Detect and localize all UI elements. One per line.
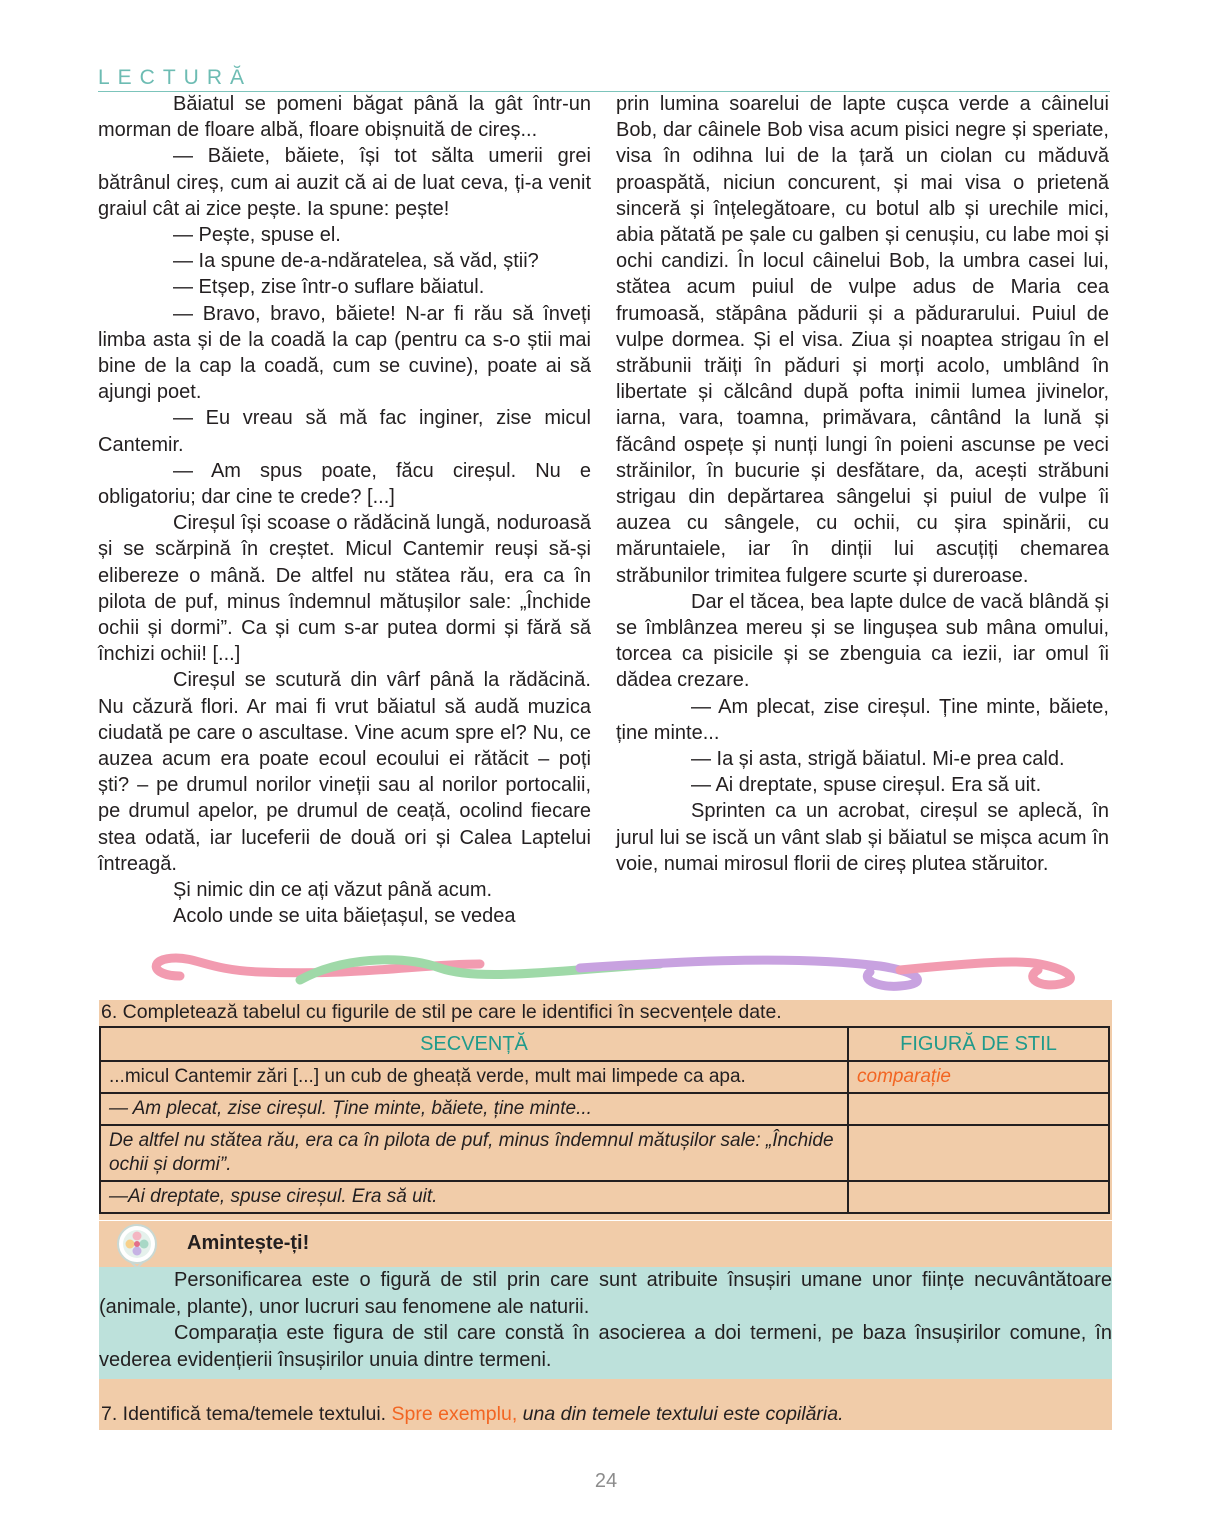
page-header xyxy=(98,64,1110,92)
paragraph: Sprinten ca un acrobat, cireșul se aplecă, în jurul lui se iscă un vânt slab și băiatul se mișca acum în voie, numai mirosul florii de cireș plutea stăruitor. xyxy=(616,800,1109,875)
section-title: LECTURĂ xyxy=(98,66,253,89)
figure-answer-cell[interactable] xyxy=(848,1093,1109,1125)
remember-definitions xyxy=(99,1267,1112,1379)
definition-personification: Personificarea este o figură de stil prin care sunt atribuite însușiri umane unor ființe necuvântătoare (animale, plante), unor lucruri sau fenomene ale naturii. xyxy=(99,1269,1112,1318)
exercise-7-line xyxy=(101,1403,844,1426)
figure-answer-cell[interactable] xyxy=(848,1125,1109,1181)
paragraph: — Ia spune de-a-ndăratelea, să văd, știi? xyxy=(173,250,539,273)
table-row xyxy=(100,1093,1109,1125)
flower-badge-icon xyxy=(115,1222,159,1270)
exercise-7 xyxy=(99,1379,1112,1430)
paragraph: Dar el tăcea, bea lapte dulce de vacă blândă și se îmblânzea mereu și se lingușea sub mâna omului, torcea ca pisicile și se zbenguia ca iezii, iar omul îi dădea crezare. xyxy=(616,590,1109,692)
example-label: Spre exemplu, xyxy=(391,1403,518,1425)
sequence-cell: —Ai dreptate, spuse cireșul. Era să uit. xyxy=(100,1181,848,1213)
remember-title: Amintește-ți! xyxy=(187,1232,310,1254)
table-header-row xyxy=(100,1027,1109,1061)
sequence-cell: ...micul Cantemir zări [...] un cub de gheață verde, mult mai limpede ca apa. xyxy=(100,1061,848,1093)
paragraph: — Pește, spuse el. xyxy=(173,224,341,247)
right-column xyxy=(616,91,1109,877)
paragraph: — Bravo, bravo, băiete! N-ar fi rău să înveți limba asta și de la coadă la cap (pentru ca s-o știi mai bine de la cap la coadă, cum se cuvine), poate ai să ajungi poet. xyxy=(98,302,591,404)
table-row xyxy=(100,1181,1109,1213)
paragraph: Cireșul își scoase o rădăcină lungă, noduroasă și se scărpină în creștet. Micul Cantemir reuși să-și elibereze o mână. De altfel nu stătea rău, era ca în pilota de puf, minus îndemnul mătușilor sale: „Închide ochii și dormi”. Ca și cum s-ar putea dormi și fără să închizi ochii! [...] xyxy=(98,512,591,666)
figure-answer-cell[interactable]: comparație xyxy=(848,1061,1109,1093)
table-row xyxy=(100,1125,1109,1181)
paragraph: — Eu vreau să mă fac inginer, zise micul Cantemir. xyxy=(98,407,591,456)
decorative-swirl-divider xyxy=(140,950,1100,996)
exercise-6-question: 6. Completează tabelul cu figurile de stil pe care le identifici în secvențele date. xyxy=(101,1001,782,1023)
paragraph: — Am plecat, zise cireșul. Ține minte, băiete, ține minte... xyxy=(616,695,1109,744)
paragraph: Acolo unde se uita băiețașul, se vedea xyxy=(173,905,516,928)
column-header-figure: FIGURĂ DE STIL xyxy=(848,1027,1109,1061)
paragraph: Și nimic din ce ați văzut până acum. xyxy=(173,879,493,902)
paragraph: — Băiete, băiete, își tot sălta umerii grei bătrânul cireș, cum ai auzit că ai de luat ceva, ți-a venit graiul cât ai zice pește. Ia spune: pește! xyxy=(98,145,591,220)
exercise-7-question: 7. Identifică tema/temele textului. xyxy=(101,1403,387,1425)
column-header-sequence: SECVENȚĂ xyxy=(100,1027,848,1061)
paragraph: — Ai dreptate, spuse cireșul. Era să uit. xyxy=(691,774,1042,797)
page-number: 24 xyxy=(594,1470,618,1492)
left-column xyxy=(98,91,591,930)
sequence-cell: — Am plecat, zise cireșul. Ține minte, băiete, ține minte... xyxy=(100,1093,848,1125)
table-row xyxy=(100,1061,1109,1093)
paragraph: — Ia și asta, strigă băiatul. Mi-e prea cald. xyxy=(691,748,1065,771)
paragraph: Cireșul se scutură din vârf până la rădăcină. Nu căzură flori. Ar mai fi vrut băiatul să audă muzica ciudată pe care o ascultase. Vine acum spre el? Nu, ce auzea acum era poate ecoul ecoului ei rătăcit – poți ști? – pe drumul norilor vineții sau al norilor portocalii, pe drumul apelor, pe drumul de ceață, ocolind fiecare stea odată, iar luceferii de două ori și Calea Laptelui întreagă. xyxy=(98,669,591,875)
style-figures-table xyxy=(99,1026,1110,1214)
exercise-6 xyxy=(99,1000,1112,1220)
sequence-cell: De altfel nu stătea rău, era ca în pilota de puf, minus îndemnul mătușilor sale: „Închide ochii și dormi”. xyxy=(100,1125,848,1181)
paragraph: Băiatul se pomeni băgat până la gât într-un morman de floare albă, floare obișnuită de cireș... xyxy=(98,93,591,142)
definition-comparison: Comparația este figura de stil care constă în asocierea a doi termeni, pe baza însușirilor comune, în vederea evidențierii însușirilor unuia dintre termeni. xyxy=(99,1322,1112,1371)
paragraph: — Etșep, zise într-o suflare băiatul. xyxy=(173,276,485,299)
figure-answer-cell[interactable] xyxy=(848,1181,1109,1213)
remember-box-header xyxy=(99,1221,1112,1267)
paragraph: prin lumina soarelui de lapte cușca verde a câinelui Bob, dar câinele Bob visa acum pisici negre și speriate, visa în odihna lui de la țară un ciolan cu măduvă proaspătă, niciun concurent, și mai visa o prietenă sinceră și înțelegătoare, cu botul alb și urechile mici, abia pătată pe șale cu galben și cenușiu, cu labe moi și ochi candizi. În locul câinelui Bob, la umbra casei lui, stătea acum puiul de vulpe adus de Maria cea frumoasă, stăpâna pădurii și a pădurarului. Puiul de vulpe dormea. Și el visa. Ziua și noaptea strigau în el străbunii trăiți în păduri și morți acolo, umblând în libertate și călcând după pofta inimii lumea jivinelor, iarna, vara, toamna, primăvara, cântând la lună și făcând ospețe și nunți lungi în poieni ascunse pe veci străinilor, în bucurie și desfătare, da, acești străbuni strigau din depărtarea sângelui și puiul de vulpe îi auzea cu sângele, cu ochii, cu șira spinării, cu măruntaiele, iar în dinții lui ascuțiți chemarea străbunilor trimitea fulgere scurte și dureroase. xyxy=(616,93,1109,587)
paragraph: — Am spus poate, făcu cireșul. Nu e obligatoriu; dar cine te crede? [...] xyxy=(98,459,591,509)
example-text: una din temele textului este copilăria. xyxy=(522,1403,844,1425)
